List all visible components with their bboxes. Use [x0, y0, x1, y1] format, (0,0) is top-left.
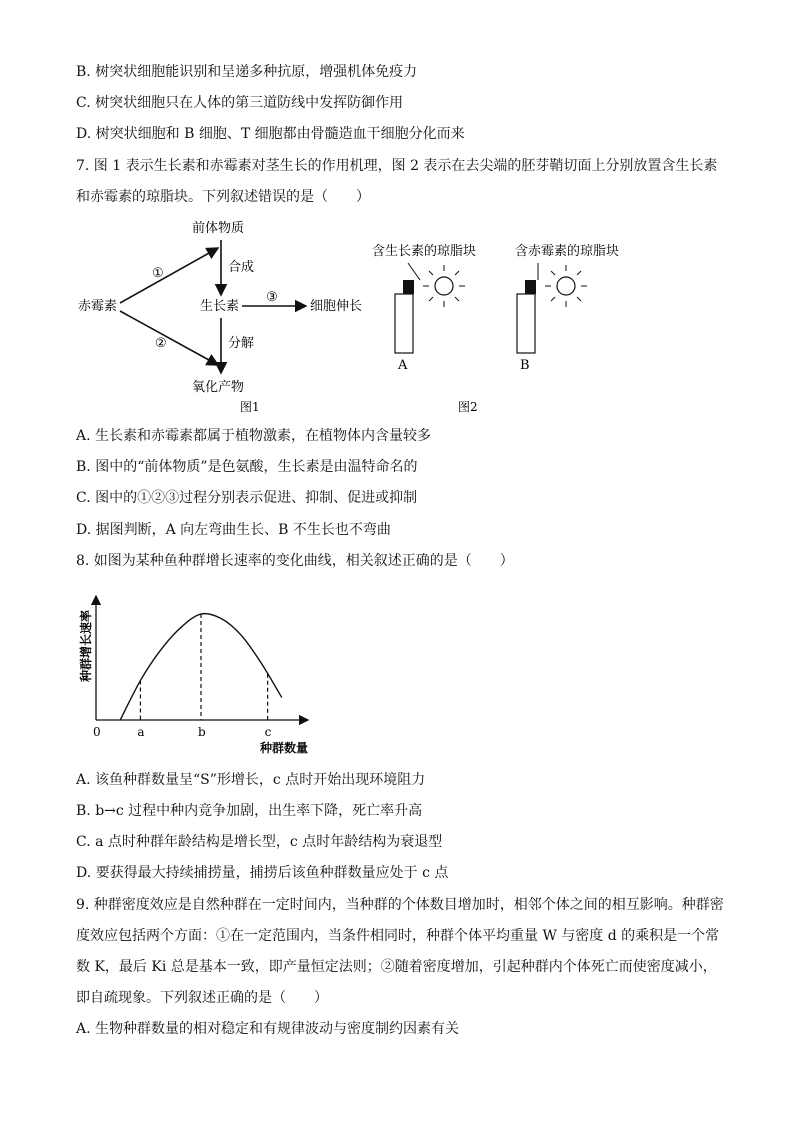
path-1-arrow	[120, 248, 218, 303]
path-1-marker: ①	[152, 266, 164, 281]
y-axis-label: 种群增长速率	[79, 609, 93, 682]
path-3-marker: ③	[266, 290, 278, 305]
oxidation-product-label: 氧化产物	[192, 380, 245, 395]
q6-option-d: D. 树突状细胞和 B 细胞、T 细胞都由骨髓造血干细胞分化而来	[76, 126, 465, 142]
x-axis-label: 种群数量	[260, 741, 309, 755]
origin-label: 0	[93, 725, 101, 739]
q9-option-a: A. 生物种群数量的相对稳定和有规律波动与密度制约因素有关	[76, 1021, 460, 1037]
q6-option-c: C. 树突状细胞只在人体的第三道防线中发挥防御作用	[76, 95, 404, 111]
coleoptile-b-tag: B	[520, 358, 530, 373]
x-tick-label-b: b	[197, 725, 206, 739]
figure-1-diagram	[70, 215, 390, 420]
q9-stem-line2: 度效应包括两个方面：①在一定范围内，当条件相同时，种群个体平均重量 W 与密度 d 的乘积是一个常	[76, 928, 720, 944]
q7-option-b: B. 图中的“前体物质”是色氨酸，生长素是由温特命名的	[76, 459, 418, 475]
coleoptile-a-tag: A	[398, 358, 408, 373]
path-2-arrow	[120, 311, 218, 365]
q8-stem: 8. 如图为某种鱼种群增长速率的变化曲线，相关叙述正确的是（ ）	[76, 553, 514, 569]
x-tick-label-c: c	[264, 725, 272, 739]
q9-stem-line1: 9. 种群密度效应是自然种群在一定时间内，当种群的个体数目增加时，相邻个体之间的相互影响。种群密	[76, 897, 724, 913]
gibberellin-label: 赤霉素	[78, 299, 118, 314]
q8-option-b: B. b→c 过程中种内竞争加剧，出生率下降，死亡率升高	[76, 803, 423, 819]
light-source-b-icon	[545, 265, 587, 307]
light-source-a-icon	[423, 265, 465, 307]
q7-stem-line1: 7. 图 1 表示生长素和赤霉素对茎生长的作用机理，图 2 表示在去尖端的胚芽鞘切面上分别放置含生长素	[76, 158, 718, 174]
q8-growth-rate-chart	[76, 592, 316, 764]
decompose-label: 分解	[228, 336, 255, 351]
auxin-label: 生长素	[200, 299, 240, 314]
figure-1-caption: 图1	[240, 400, 260, 414]
q7-option-c: C. 图中的①②③过程分别表示促进、抑制、促进或抑制	[76, 490, 418, 506]
q7-option-a: A. 生长素和赤霉素都属于植物激素，在植物体内含量较多	[76, 428, 432, 444]
path-2-marker: ②	[155, 336, 167, 351]
q6-option-b: B. 树突状细胞能识别和呈递多种抗原，增强机体免疫力	[76, 64, 418, 80]
q8-option-d: D. 要获得最大持续捕捞量，捕捞后该鱼种群数量应处于 c 点	[76, 865, 449, 881]
q8-option-a: A. 该鱼种群数量呈“S”形增长，c 点时开始出现环境阻力	[76, 772, 426, 788]
figure-2-diagram	[360, 238, 650, 420]
q7-stem-line2: 和赤霉素的琼脂块。下列叙述错误的是（ ）	[76, 189, 370, 205]
figure-2-caption: 图2	[458, 400, 478, 414]
x-tick-label-a: a	[137, 725, 145, 739]
q9-stem-line3: 数 K，最后 Ki 总是基本一致，即产量恒定法则；②随着密度增加，引起种群内个体死亡而使密度减小，	[76, 959, 717, 975]
q7-option-d: D. 据图判断，A 向左弯曲生长、B 不生长也不弯曲	[76, 522, 391, 538]
auxin-agar-block	[403, 280, 414, 294]
coleoptile-b	[517, 294, 535, 353]
auxin-agar-label: 含生长素的琼脂块	[372, 244, 477, 259]
elongation-label: 细胞伸长	[310, 299, 363, 314]
synthesis-label: 合成	[228, 260, 255, 275]
coleoptile-a	[395, 294, 413, 353]
q8-option-c: C. a 点时种群年龄结构是增长型，c 点时年龄结构为衰退型	[76, 834, 443, 850]
q9-stem-line4: 即自疏现象。下列叙述正确的是（ ）	[76, 990, 328, 1006]
gibberellin-agar-block	[525, 280, 536, 294]
gibberellin-agar-label: 含赤霉素的琼脂块	[515, 244, 620, 259]
precursor-label: 前体物质	[192, 221, 245, 236]
